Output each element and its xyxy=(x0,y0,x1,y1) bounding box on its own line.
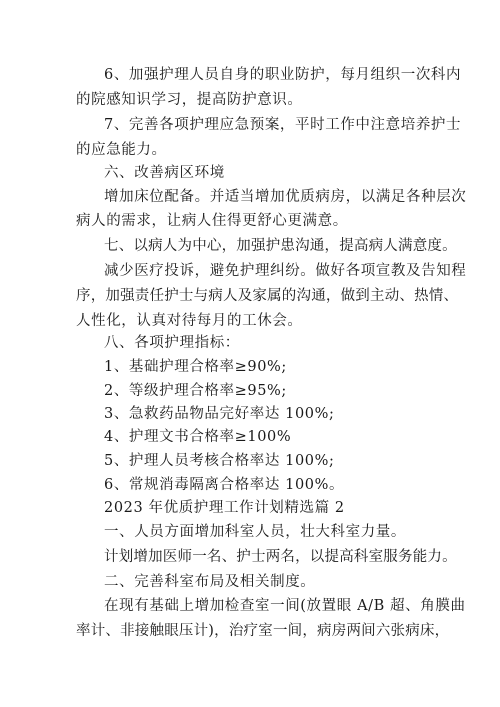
text-line: 的应急能力。 xyxy=(76,142,167,158)
list-item: 1、基础护理合格率≥90%; xyxy=(104,359,287,375)
text-line: 的院感知识学习，提高防护意识。 xyxy=(76,92,303,108)
text-line: 减少医疗投诉，避免护理纠纷。做好各项宣教及告知程 xyxy=(104,263,467,279)
text-line: 序，加强责任护士与病人及家属的沟通，做到主动、热情、 xyxy=(76,288,459,304)
text-line: 计划增加医师一名、护士两名，以提高科室服务能力。 xyxy=(104,549,457,565)
section-heading: 八、各项护理指标： xyxy=(104,335,240,351)
section-heading: 七、以病人为中心，加强护患沟通，提高病人满意度。 xyxy=(104,238,457,254)
section-heading: 二、完善科室布局及相关制度。 xyxy=(104,574,316,590)
section-heading: 一、人员方面增加科室人员，壮大科室力量。 xyxy=(104,524,406,540)
text-line: 7、完善各项护理应急预案，平时工作中注意培养护士 xyxy=(104,117,462,133)
list-item: 6、常规消毒隔离合格率达 100%。 xyxy=(104,477,345,493)
section-heading: 六、改善病区环境 xyxy=(104,165,225,181)
text-line: 增加床位配备。并适当增加优质病房，以满足各种层次 xyxy=(104,189,467,205)
text-line: 6、加强护理人员自身的职业防护，每月组织一次科内 xyxy=(104,67,462,83)
text-line: 病人的需求，让病人住得更舒心更满意。 xyxy=(76,213,348,229)
text-line: 人性化，认真对待每月的工休会。 xyxy=(76,313,303,329)
text-line: 在现有基础上增加检查室一间(放置眼 A/B 超、角膜曲 xyxy=(104,598,466,614)
list-item: 2、等级护理合格率≥95%; xyxy=(104,383,287,399)
text-line: 率计、非接触眼压计)，治疗室一间，病房两间六张病床， xyxy=(76,623,450,639)
list-item: 3、急救药品物品完好率达 100%; xyxy=(104,406,335,422)
list-item: 5、护理人员考核合格率达 100%; xyxy=(104,453,335,469)
article-title: 2023 年优质护理工作计划精选篇 2 xyxy=(104,500,345,516)
list-item: 4、护理文书合格率≥100% xyxy=(104,429,292,445)
